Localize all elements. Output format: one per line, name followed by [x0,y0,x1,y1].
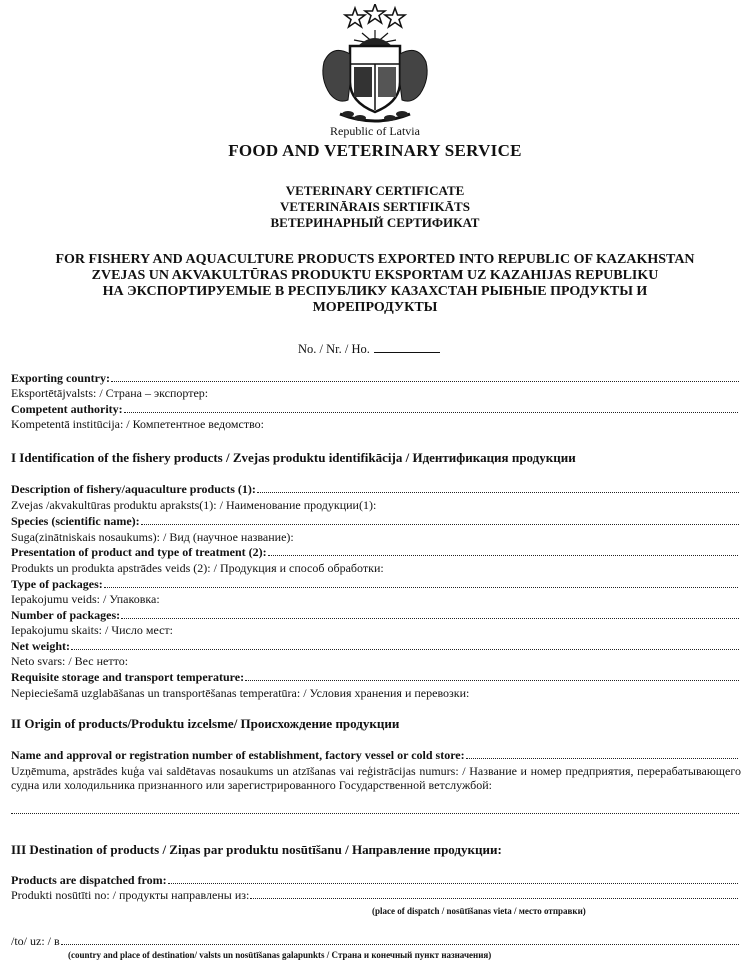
certificate-purpose [0,252,750,316]
issuing-authority-title: FOOD AND VETERINARY SERVICE [228,141,522,160]
purpose-line: МОРЕПРОДУКТЫ [312,300,438,315]
storage-temperature-translation: Nepieciešamā uzglabāšanas un transportēšanas temperatūra: / Условия хранения и перевозки: [11,686,470,700]
dispatched-from-field[interactable]: Products are dispatched from: [11,873,739,887]
certificate-title [0,183,750,231]
presentation-treatment-field[interactable]: Presentation of product and type of treatment (2): [11,545,739,559]
net-weight-translation: Neto svars: / Вес нетто: [11,654,129,668]
section-2-title: II Origin of products/Produktu izcelsme/ Происхождение продукции [11,716,400,731]
competent-authority-field[interactable]: Competent authority: [11,402,739,416]
section-3-title: III Destination of products / Ziņas par produktu nosūtīšanu / Направление продукции: [11,842,502,857]
purpose-line: НА ЭКСПОРТИРУЕМЫЕ В РЕСПУБЛИКУ КАЗАХСТАН РЫБНЫЕ ПРОДУКТЫ И [102,284,648,299]
issuing-country: Republic of Latvia [330,124,420,138]
exporting-country-translation: Eksportētājvalsts: / Страна – экспортер: [11,386,209,400]
establishment-translation: Uzņēmuma, apstrādes kuģa vai saldētavas nosaukums un atzīšanas vai reģistrācijas numurs: / Название и номер предприятия, перерабатывающего судна или холодильника признанного или зарегистрированного Государственной ветслужбой: [11,764,741,792]
exporting-country-field[interactable]: Exporting country: [11,371,739,385]
coat-of-arms-emblem [300,4,450,124]
package-count-field[interactable]: Number of packages: [11,608,739,622]
purpose-line: FOR FISHERY AND AQUACULTURE PRODUCTS EXPORTED INTO REPUBLIC OF KAZAKHSTAN [55,252,695,267]
destination-field[interactable]: /to/ uz: / в [11,934,739,948]
dispatched-from-translation[interactable]: Produkti nosūtīti no: / продукты направлены из: [11,888,739,902]
species-field[interactable]: Species (scientific name): [11,514,739,528]
dispatch-place-caption: (place of dispatch / nosūtīšanas vieta / место отправки) [372,906,586,916]
certificate-number-label: No. / Nr. / Ho. [298,342,370,356]
package-type-translation: Iepakojumu veids: / Упаковка: [11,592,160,606]
storage-temperature-field[interactable]: Requisite storage and transport temperature: [11,670,739,684]
certificate-title-ru: ВЕТЕРИНАРНЫЙ СЕРТИФИКАТ [270,215,480,230]
purpose-line: ZVEJAS UN AKVAKULTŪRAS PRODUKTU EKSPORTAM UZ KAZAHIJAS REPUBLIKU [91,268,659,283]
package-count-translation: Iepakojumu skaits: / Число мест: [11,623,173,637]
package-type-field[interactable]: Type of packages: [11,577,739,591]
establishment-entry-line[interactable] [11,812,739,814]
net-weight-field[interactable]: Net weight: [11,639,739,653]
certificate-number-field[interactable] [374,341,440,353]
section-1-title: I Identification of the fishery products / Zvejas produktu identifikācija / Идентификация продукции [11,450,576,465]
certificate-title-lv: VETERINĀRAIS SERTIFIKĀTS [280,199,470,214]
certificate-number [298,341,440,357]
certificate-title-en: VETERINARY CERTIFICATE [285,183,465,198]
destination-caption: (country and place of destination/ valsts un nosūtīšanas galapunkts / Страна и конечный пункт назначения) [68,950,492,960]
product-description-field[interactable]: Description of fishery/aquaculture products (1): [11,482,739,496]
establishment-field[interactable]: Name and approval or registration number of establishment, factory vessel or cold store: [11,748,739,762]
product-description-translation: Zvejas /akvakultūras produktu apraksts(1): / Наименование продукции(1): [11,498,377,512]
species-translation: Suga(zinātniskais nosaukums): / Вид (научное название): [11,530,294,544]
competent-authority-translation: Kompetentā institūcija: / Компетентное ведомство: [11,417,265,431]
presentation-treatment-translation: Produkts un produkta apstrādes veids (2): / Продукция и способ обработки: [11,561,384,575]
